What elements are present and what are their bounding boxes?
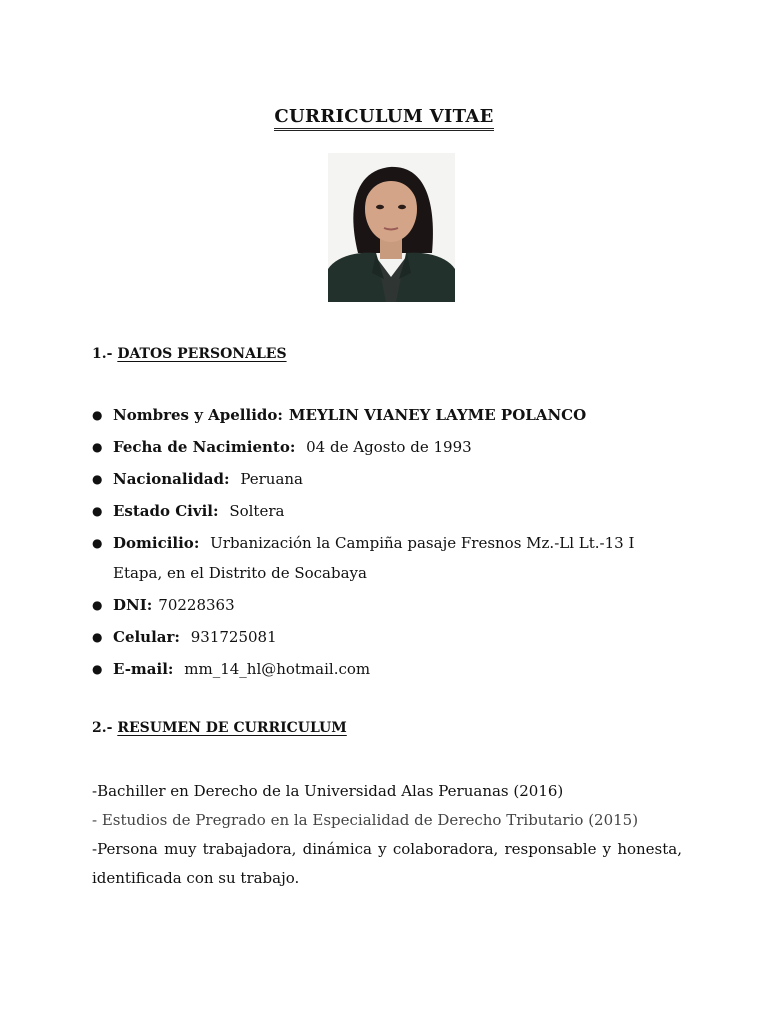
section-title: RESUMEN DE CURRICULUM	[117, 720, 347, 736]
section-title: DATOS PERSONALES	[117, 346, 287, 362]
detail-label: DNI:	[113, 596, 153, 614]
detail-value: Soltera	[229, 502, 285, 520]
detail-label: Domicilio:	[113, 534, 200, 552]
detail-email	[92, 654, 692, 684]
detail-civil-status	[92, 496, 692, 526]
page-title-text: CURRICULUM VITAE	[274, 106, 493, 131]
detail-value: 04 de Agosto de 1993	[306, 438, 472, 456]
bullet-icon: ●	[92, 472, 103, 486]
bullet-icon: ●	[92, 598, 103, 612]
section-datos-personales-heading	[92, 346, 287, 362]
detail-label: E-mail:	[113, 660, 174, 678]
bullet-icon: ●	[92, 536, 103, 550]
detail-phone	[92, 622, 692, 652]
bullet-icon: ●	[92, 440, 103, 454]
section-resumen-heading	[92, 720, 347, 736]
detail-birthdate	[92, 432, 692, 462]
summary-line: -Bachiller en Derecho de la Universidad Alas Peruanas (2016)	[92, 782, 564, 800]
detail-value: Urbanización la Campiña pasaje Fresnos Mz.-Ll Lt.-13 I	[210, 534, 635, 552]
detail-value: 70228363	[158, 596, 235, 614]
detail-label: Nacionalidad:	[113, 470, 230, 488]
section-number: 1.-	[92, 346, 113, 362]
detail-value: Peruana	[240, 470, 303, 488]
summary-line: - Estudios de Pregrado en la Especialidad de Derecho Tributario (2015)	[92, 811, 639, 829]
detail-value: mm_14_hl@hotmail.com	[184, 660, 371, 678]
detail-name	[92, 400, 692, 430]
detail-value: MEYLIN VIANEY LAYME POLANCO	[288, 406, 587, 424]
summary-line: -Persona muy trabajadora, dinámica y colaboradora, responsable y honesta, identificada con su trabajo.	[92, 840, 682, 887]
summary-text	[92, 777, 682, 893]
page-title	[0, 106, 768, 131]
bullet-icon: ●	[92, 504, 103, 518]
detail-label: Nombres y Apellido:	[113, 406, 283, 424]
detail-label: Fecha de Nacimiento:	[113, 438, 296, 456]
profile-photo	[328, 153, 455, 302]
personal-details-list	[92, 400, 692, 686]
detail-label: Estado Civil:	[113, 502, 219, 520]
detail-nationality	[92, 464, 692, 494]
detail-value: 931725081	[190, 628, 277, 646]
detail-address	[92, 528, 692, 588]
detail-value-continued: Etapa, en el Distrito de Socabaya	[113, 564, 367, 582]
section-number: 2.-	[92, 720, 113, 736]
bullet-icon: ●	[92, 408, 103, 422]
detail-label: Celular:	[113, 628, 180, 646]
bullet-icon: ●	[92, 662, 103, 676]
bullet-icon: ●	[92, 630, 103, 644]
detail-dni	[92, 590, 692, 620]
